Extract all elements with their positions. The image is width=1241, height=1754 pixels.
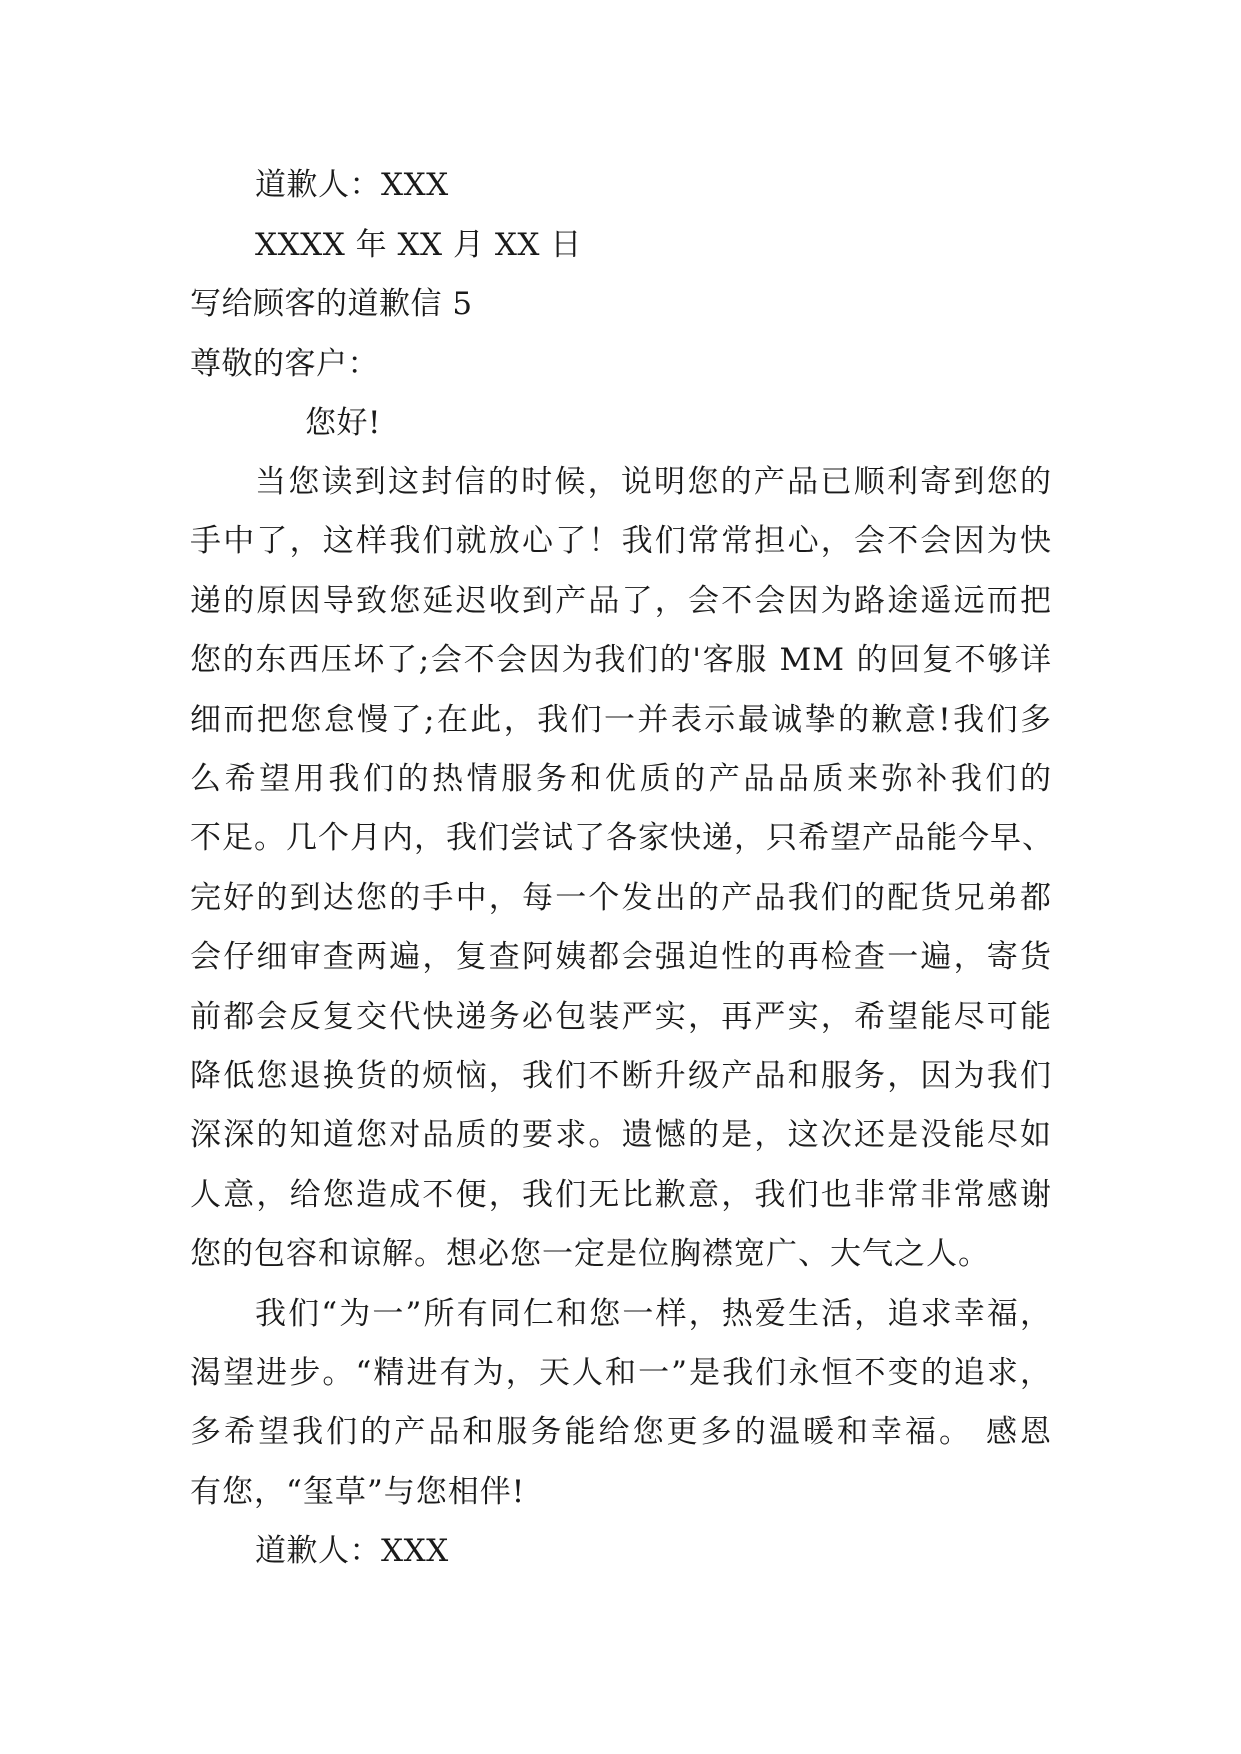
paragraph2-line: 多希望我们的产品和服务能给您更多的温暖和幸福。 感恩 <box>190 1414 1052 1450</box>
letter-date: XXXX 年 XX 月 XX 日 <box>255 227 582 263</box>
paragraph1-line: 么希望用我们的热情服务和优质的产品品质来弥补我们的 <box>190 761 1052 797</box>
salutation: 尊敬的客户： <box>190 346 379 382</box>
paragraph1-line: 递的原因导致您延迟收到产品了，会不会因为路途遥远而把 <box>190 583 1052 619</box>
paragraph1-line: 会仔细审查两遍，复查阿姨都会强迫性的再检查一遍，寄货 <box>190 939 1052 975</box>
letter-title: 写给顾客的道歉信 5 <box>190 286 473 322</box>
paragraph1-line: 手中了，这样我们就放心了！我们常常担心，会不会因为快 <box>190 523 1052 559</box>
paragraph2-line: 有您，“玺草”与您相伴! <box>190 1474 526 1510</box>
paragraph1-line: 前都会反复交代快递务必包装严实，再严实，希望能尽可能 <box>190 999 1052 1035</box>
paragraph1-line: 人意，给您造成不便，我们无比歉意，我们也非常非常感谢 <box>190 1177 1052 1213</box>
bottom-signer: 道歉人：XXX <box>255 1533 449 1569</box>
paragraph1-line: 不足。几个月内，我们尝试了各家快递，只希望产品能今早、 <box>190 820 1054 856</box>
greeting: 您好! <box>305 405 381 441</box>
paragraph1-line: 细而把您怠慢了;在此，我们一并表示最诚挚的歉意!我们多 <box>190 702 1052 738</box>
paragraph1-line: 当您读到这封信的时候，说明您的产品已顺利寄到您的 <box>255 464 1052 500</box>
top-signer: 道歉人：XXX <box>255 167 449 203</box>
paragraph1-line: 您的包容和谅解。想必您一定是位胸襟宽广、大气之人。 <box>190 1236 990 1272</box>
paragraph1-line: 您的东西压坏了;会不会因为我们的'客服 MM 的回复不够详 <box>190 642 1052 678</box>
paragraph1-line: 完好的到达您的手中，每一个发出的产品我们的配货兄弟都 <box>190 880 1052 916</box>
paragraph1-line: 降低您退换货的烦恼，我们不断升级产品和服务，因为我们 <box>190 1058 1052 1094</box>
paragraph1-line: 深深的知道您对品质的要求。遗憾的是，这次还是没能尽如 <box>190 1117 1052 1153</box>
paragraph2-line: 渴望进步。“精进有为，天人和一”是我们永恒不变的追求， <box>190 1355 1052 1391</box>
paragraph2-line: 我们“为一”所有同仁和您一样，热爱生活，追求幸福， <box>255 1296 1052 1332</box>
